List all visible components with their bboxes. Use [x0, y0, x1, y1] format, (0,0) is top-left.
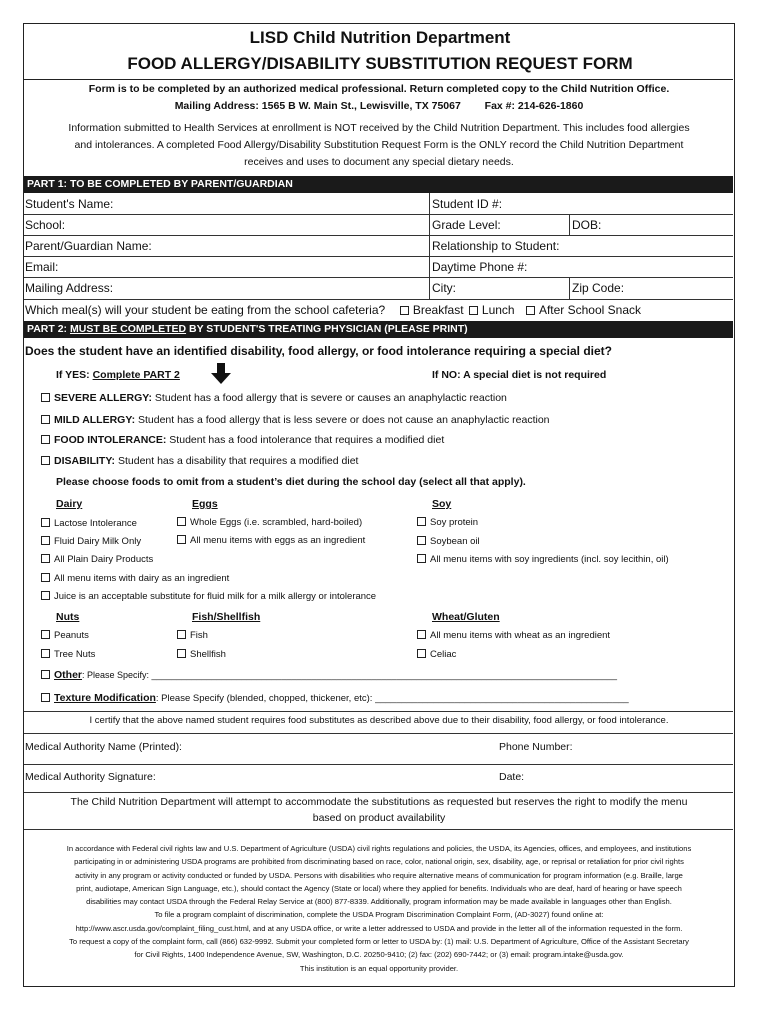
footer-line: activity in any program or activity conducted or funded by USDA. Persons with disabilities who require alternative means of communication for program information (e.g. Braille, large: [75, 870, 683, 880]
nuts-option[interactable]: [41, 630, 89, 641]
info-line-2: and intolerances. A completed Food Allergy/Disability Substitution Request Form is the ONLY record the Child Nutrition Department: [74, 139, 684, 151]
wheat-option[interactable]: [417, 649, 456, 660]
relationship-field[interactable]: Relationship to Student:: [432, 239, 560, 253]
eggs-header: Eggs: [192, 498, 218, 510]
checkbox[interactable]: [41, 630, 50, 639]
divider: [24, 711, 733, 712]
breakfast-label: Breakfast: [412, 303, 464, 317]
condition-text: Student has a disability that requires a modified diet: [115, 455, 359, 467]
part2-emphasis: MUST BE COMPLETED: [69, 323, 187, 335]
texture-option[interactable]: [41, 692, 629, 704]
footer-line: To file a program complaint of discrimination, complete the USDA Program Discrimination Complaint Form, (AD-3027) found online at:: [154, 910, 604, 920]
option-label: Lactose Intolerance: [54, 518, 137, 529]
fax-number: Fax #: 214-626-1860: [484, 100, 584, 112]
dairy-header: Dairy: [56, 498, 83, 510]
student-id-field[interactable]: Student ID #:: [432, 197, 503, 211]
checkbox[interactable]: [417, 536, 426, 545]
med-signature-field[interactable]: Medical Authority Signature:: [25, 771, 156, 783]
disability-checkbox[interactable]: [41, 456, 50, 465]
footer-line: In accordance with Federal civil rights law and U.S. Department of Agriculture (USDA) civil rights regulations and policies, the USDA, its Agencies, offices, and employees, and institutions: [66, 844, 692, 853]
option-label: All menu items with soy ingredients (incl. soy lecithin, oil): [430, 554, 669, 565]
option-label: Juice is an acceptable substitute for fluid milk for a milk allergy or intolerance: [54, 591, 377, 602]
severe-allergy-option[interactable]: [41, 392, 507, 404]
divider: [569, 278, 570, 299]
info-line-1: Information submitted to Health Services at enrollment is NOT received by the Child Nutrition Department. This includes food allergies: [68, 122, 690, 134]
checkbox[interactable]: [417, 649, 426, 658]
certify-text: I certify that the above named student requires food substitutes as described above due to their disability, food allergy, or food intolerance.: [89, 715, 669, 726]
option-label: Fish: [190, 630, 208, 641]
other-label: Other: [54, 669, 83, 681]
other-specify: : Please Specify: _____________________________________________________________________________________________: [82, 670, 618, 680]
divider: [569, 215, 570, 236]
eggs-option[interactable]: [177, 517, 362, 528]
meals-row: [25, 300, 641, 320]
usda-nondiscrimination-statement: [28, 842, 730, 975]
checkbox[interactable]: [41, 573, 50, 582]
dairy-option[interactable]: [41, 554, 153, 565]
divider: [24, 277, 733, 278]
fish-option[interactable]: [177, 649, 226, 660]
condition-label: DISABILITY:: [54, 455, 116, 467]
checkbox[interactable]: [177, 517, 186, 526]
info-line-3: receives and uses to document any special dietary needs.: [244, 156, 514, 168]
soy-header: Soy: [432, 498, 452, 510]
texture-specify: : Please Specify (blended, chopped, thickener, etc): ________________________________________________: [155, 693, 629, 704]
if-yes-text: [56, 369, 180, 381]
dob-field[interactable]: DOB:: [572, 218, 602, 232]
dairy-option[interactable]: [41, 573, 229, 584]
footer-line: print, audiotape, American Sign Language, etc.), should contact the Agency (State or local) where they applied for benefits. Individuals who are deaf, hard of hearing or have speech: [76, 883, 682, 893]
breakfast-checkbox[interactable]: [400, 306, 409, 315]
city-field[interactable]: City:: [432, 281, 456, 295]
option-label: All menu items with wheat as an ingredient: [430, 630, 611, 641]
checkbox[interactable]: [41, 554, 50, 563]
notice-line-1: The Child Nutrition Department will attempt to accommodate the substitutions as requested but reserves the right to modify the menu: [70, 796, 688, 808]
severe-allergy-checkbox[interactable]: [41, 393, 50, 402]
department-title: LISD Child Nutrition Department: [249, 28, 511, 47]
texture-checkbox[interactable]: [41, 693, 50, 702]
after-school-label: After School Snack: [538, 303, 642, 317]
option-label: Soybean oil: [430, 536, 480, 547]
notice-line-2: based on product availability: [312, 812, 446, 824]
dairy-option[interactable]: [41, 536, 141, 547]
divider: [24, 256, 733, 257]
soy-option[interactable]: [417, 517, 478, 528]
option-label: Tree Nuts: [54, 649, 96, 660]
soy-option[interactable]: [417, 536, 480, 547]
checkbox[interactable]: [417, 630, 426, 639]
form-title: FOOD ALLERGY/DISABILITY SUBSTITUTION REQUEST FORM: [127, 54, 633, 73]
wheat-header: Wheat/Gluten: [432, 611, 500, 623]
condition-label: FOOD INTOLERANCE:: [54, 434, 167, 446]
if-yes-link: Complete PART 2: [92, 369, 180, 381]
date-field[interactable]: Date:: [499, 771, 525, 783]
option-label: All Plain Dairy Products: [54, 554, 154, 565]
grade-field[interactable]: Grade Level:: [432, 218, 501, 232]
condition-text: Student has a food allergy that is less severe or does not cause an anaphylactic reaction: [135, 414, 550, 426]
checkbox[interactable]: [177, 630, 186, 639]
option-label: All menu items with dairy as an ingredient: [54, 573, 230, 584]
footer-line: http://www.ascr.usda.gov/complaint_filing_cust.html, and at any USDA office, or write a letter addressed to USDA and provide in the letter all of the information requested in the form.: [75, 923, 683, 933]
option-label: Celiac: [430, 649, 457, 660]
part2-prefix: PART 2:: [27, 323, 70, 335]
dairy-option[interactable]: [41, 591, 376, 602]
condition-label: MILD ALLERGY:: [54, 414, 136, 426]
texture-label: Texture Modification: [54, 692, 156, 704]
mild-allergy-checkbox[interactable]: [41, 415, 50, 424]
after-school-checkbox[interactable]: [526, 306, 535, 315]
meals-question: Which meal(s) will your student be eating from the school cafeteria?: [25, 303, 386, 317]
parent-name-field[interactable]: Parent/Guardian Name:: [25, 239, 152, 253]
condition-label: SEVERE ALLERGY:: [54, 392, 153, 404]
med-name-field[interactable]: Medical Authority Name (Printed):: [25, 741, 182, 753]
instruction-text: Form is to be completed by an authorized medical professional. Return completed copy to the Child Nutrition Office.: [88, 83, 670, 95]
footer-line: participating in or administering USDA programs are prohibited from discriminating based on race, color, national origin, sex, disability, age, or reprisal or retaliation for prior civil rights: [74, 857, 684, 867]
if-yes-prefix: If YES:: [56, 369, 93, 381]
part2-suffix: BY STUDENT'S TREATING PHYSICIAN (PLEASE PRINT): [186, 323, 468, 335]
arrow-down-icon: [211, 363, 231, 385]
mailing-address-field[interactable]: Mailing Address:: [25, 281, 114, 295]
divider: [24, 733, 733, 734]
condition-text: Student has a food intolerance that requires a modified diet: [166, 434, 445, 446]
option-label: Whole Eggs (i.e. scrambled, hard-boiled): [190, 517, 363, 528]
lunch-checkbox[interactable]: [469, 306, 478, 315]
checkbox[interactable]: [41, 649, 50, 658]
option-label: All menu items with eggs as an ingredient: [190, 535, 366, 546]
part2-banner: [24, 321, 733, 338]
checkbox[interactable]: [417, 554, 426, 563]
divider: [24, 829, 733, 830]
checkbox[interactable]: [417, 517, 426, 526]
eggs-option[interactable]: [177, 535, 365, 546]
checkbox[interactable]: [41, 518, 50, 527]
mailing-line: [28, 100, 730, 112]
omit-prompt: Please choose foods to omit from a student’s diet during the school day (select all that apply).: [56, 476, 526, 488]
mailing-address: Mailing Address: 1565 B W. Main St., Lewisville, TX 75067: [174, 100, 461, 112]
checkbox[interactable]: [41, 591, 50, 600]
footer-line: disabilities may contact USDA through the Federal Relay Service at (800) 877-8339. Additionally, program information may be made available in languages other than English.: [86, 897, 672, 907]
option-label: Soy protein: [430, 517, 479, 528]
email-field[interactable]: Email:: [25, 260, 59, 274]
nuts-option[interactable]: [41, 649, 95, 660]
checkbox[interactable]: [177, 649, 186, 658]
disability-option[interactable]: [41, 455, 358, 467]
fish-header: Fish/Shellfish: [192, 611, 261, 623]
phone-field[interactable]: Phone Number:: [499, 741, 573, 753]
nuts-header: Nuts: [56, 611, 80, 623]
diet-question: Does the student have an identified disability, food allergy, or food intolerance requiring a special diet?: [25, 344, 612, 358]
food-intolerance-checkbox[interactable]: [41, 435, 50, 444]
other-checkbox[interactable]: [41, 670, 50, 679]
other-option[interactable]: [41, 669, 617, 681]
if-no-text: If NO: A special diet is not required: [432, 369, 607, 381]
footer-line: for Civil Rights, 1400 Independence Avenue, SW, Washington, D.C. 20250-9410; (2) fax: (202) 690-7442; or (3) email: program.intake@usda.gov.: [134, 950, 624, 960]
option-label: Fluid Dairy Milk Only: [54, 536, 142, 547]
divider: [24, 79, 733, 80]
wheat-option[interactable]: [417, 630, 610, 641]
divider: [24, 214, 733, 215]
option-label: Shellfish: [190, 649, 226, 660]
food-intolerance-option[interactable]: [41, 434, 444, 446]
option-label: Peanuts: [54, 630, 89, 641]
divider: [24, 792, 733, 793]
soy-option[interactable]: [417, 554, 669, 565]
mild-allergy-option[interactable]: [41, 414, 550, 426]
dairy-option[interactable]: [41, 518, 137, 529]
footer-line: This institution is an equal opportunity provider.: [299, 963, 459, 973]
condition-text: Student has a food allergy that is severe or causes an anaphylactic reaction: [152, 392, 507, 404]
fish-option[interactable]: [177, 630, 208, 641]
school-field[interactable]: School:: [25, 218, 66, 232]
checkbox[interactable]: [177, 535, 186, 544]
part1-banner: PART 1: TO BE COMPLETED BY PARENT/GUARDIAN: [24, 176, 733, 193]
footer-line: To request a copy of the complaint form, call (866) 632-9992. Submit your completed form or letter to USDA by: (1) mail: U.S. Department of Agriculture, Office of the Assistant Secretary: [69, 937, 689, 947]
divider: [429, 193, 430, 299]
checkbox[interactable]: [41, 536, 50, 545]
zip-field[interactable]: Zip Code:: [572, 281, 625, 295]
daytime-phone-field[interactable]: Daytime Phone #:: [432, 260, 528, 274]
student-name-field[interactable]: Student's Name:: [25, 197, 114, 211]
form-frame: [23, 23, 735, 987]
divider: [24, 764, 733, 765]
lunch-label: Lunch: [481, 303, 515, 317]
